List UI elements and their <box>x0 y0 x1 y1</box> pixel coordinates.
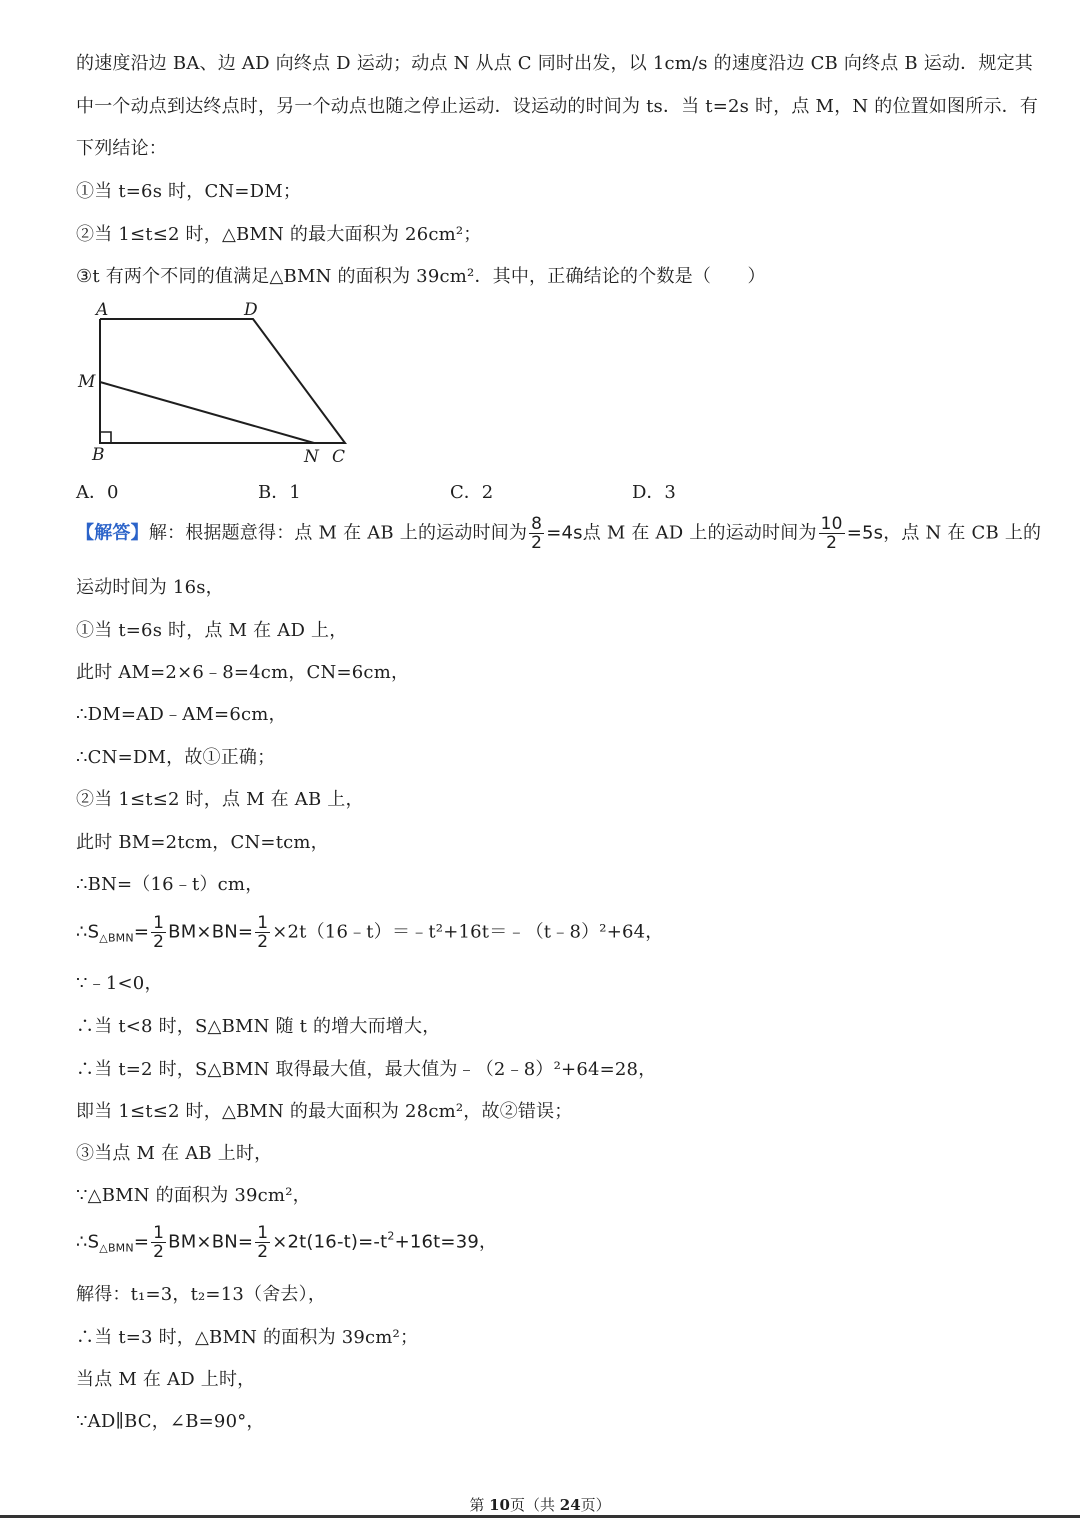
solution-tag: 【解答】 <box>76 522 149 544</box>
fraction-denominator: 2 <box>257 1242 269 1262</box>
solution-text: ×2t(16-t)=-t <box>272 1231 388 1253</box>
solution-text: =5s <box>846 522 884 544</box>
solution-line-11: ∵﹣1<0， <box>76 973 163 994</box>
solution-line-8: 此时 BM=2tcm，CN=tcm， <box>76 832 329 853</box>
label-M: M <box>78 372 96 392</box>
area-subscript: △BMN <box>99 1241 134 1255</box>
footer-text: 第 <box>469 1496 490 1514</box>
label-A: A <box>96 300 109 320</box>
solution-line-16: ∵△BMN 的面积为 39cm²， <box>76 1185 311 1206</box>
fraction-10-2 <box>819 515 845 552</box>
solution-text: =4s <box>546 522 583 544</box>
label-B: B <box>92 445 105 465</box>
equals: = <box>133 1231 150 1253</box>
fraction-denominator: 2 <box>531 533 543 553</box>
solution-line-4: 此时 AM=2×6﹣8=4cm，CN=6cm， <box>76 662 410 683</box>
bottom-divider <box>0 1515 1080 1518</box>
solution-line-21: ∵AD∥BC，∠B=90°， <box>76 1411 265 1432</box>
solution-line-14: 即当 1≤t≤2 时，△BMN 的最大面积为 28cm²，故②错误； <box>76 1101 573 1122</box>
solution-text: ×2t（16﹣t）＝﹣t²+16t＝﹣（t﹣8）²+64， <box>272 921 664 943</box>
label-N: N <box>304 447 319 467</box>
label-C: C <box>332 447 346 467</box>
option-a: A．0 <box>76 482 119 503</box>
fraction-1-2 <box>255 1224 270 1261</box>
total-page-count: 24 <box>559 1496 581 1514</box>
fraction-1-2 <box>151 914 166 951</box>
fraction-numerator: 1 <box>257 1223 269 1243</box>
solution-line-3: ①当 t=6s 时，点 M 在 AD 上， <box>76 620 348 641</box>
solution-line-19: ∴当 t=3 时，△BMN 的面积为 39cm²； <box>76 1327 419 1348</box>
problem-line-1: 的速度沿边 BA、边 AD 向终点 D 运动；动点 N 从点 C 同时出发，以 1cm/s 的速度沿边 CB 向终点 B 运动．规定其 <box>76 53 1033 74</box>
solution-line-5: ∴DM=AD﹣AM=6cm， <box>76 704 287 725</box>
option-b: B．1 <box>258 482 301 503</box>
option-d: D．3 <box>632 482 676 503</box>
fraction-denominator: 2 <box>153 932 165 952</box>
current-page-number: 10 <box>489 1496 510 1514</box>
fraction-denominator: 2 <box>257 932 269 952</box>
option-c: C．2 <box>450 482 494 503</box>
conclusion-2: ②当 1≤t≤2 时，△BMN 的最大面积为 26cm²； <box>76 224 482 245</box>
superscript: 2 <box>387 1229 395 1243</box>
fraction-numerator: 8 <box>531 514 543 534</box>
solution-text: BM×BN= <box>168 1231 254 1253</box>
right-angle-mark <box>100 432 111 443</box>
segment-MN <box>100 382 314 443</box>
trapezoid-figure <box>70 296 370 471</box>
solution-line-6: ∴CN=DM，故①正确； <box>76 747 276 768</box>
solution-line-20: 当点 M 在 AD 上时， <box>76 1369 256 1390</box>
solution-line-17 <box>76 1224 497 1261</box>
area-symbol: ∴S <box>76 1231 100 1253</box>
area-symbol: ∴S <box>76 921 100 943</box>
solution-line-1 <box>76 515 1041 552</box>
page-footer <box>0 1494 1080 1515</box>
area-subscript: △BMN <box>99 931 134 945</box>
solution-text: 解：根据题意得：点 M 在 AB 上的运动时间为 <box>148 522 528 544</box>
solution-line-15: ③当点 M 在 AB 上时， <box>76 1143 273 1164</box>
solution-line-9: ∴BN=（16﹣t）cm， <box>76 874 264 895</box>
footer-text: 页） <box>580 1496 611 1514</box>
fraction-denominator: 2 <box>153 1242 165 1262</box>
solution-line-2: 运动时间为 16s， <box>76 577 224 598</box>
conclusion-1: ①当 t=6s 时，CN=DM； <box>76 181 302 202</box>
footer-text: 页（共 <box>509 1496 560 1514</box>
solution-line-7: ②当 1≤t≤2 时，点 M 在 AB 上， <box>76 789 364 810</box>
solution-text: ，点 N 在 CB 上的 <box>883 522 1042 544</box>
fraction-1-2 <box>151 1224 166 1261</box>
fraction-1-2 <box>255 914 270 951</box>
solution-line-13: ∴当 t=2 时，S△BMN 取得最大值，最大值为﹣（2﹣8）²+64=28， <box>76 1059 657 1080</box>
solution-text: 点 M 在 AD 上的运动时间为 <box>582 522 817 544</box>
problem-line-3: 下列结论： <box>76 138 167 159</box>
label-D: D <box>244 300 258 320</box>
solution-line-12: ∴当 t<8 时，S△BMN 随 t 的增大而增大， <box>76 1016 441 1037</box>
solution-line-10 <box>76 914 664 951</box>
problem-line-2: 中一个动点到达终点时，另一个动点也随之停止运动．设运动的时间为 ts．当 t=2s 时，点 M，N 的位置如图所示．有 <box>76 96 1039 117</box>
fraction-numerator: 1 <box>153 1223 165 1243</box>
fraction-numerator: 1 <box>153 913 165 933</box>
conclusion-3: ③t 有两个不同的值满足△BMN 的面积为 39cm²．其中，正确结论的个数是（ ） <box>76 266 766 287</box>
trapezoid-outline <box>100 319 345 443</box>
fraction-numerator: 1 <box>257 913 269 933</box>
fraction-8-2 <box>529 515 544 552</box>
fraction-denominator: 2 <box>826 533 838 553</box>
solution-line-18: 解得：t₁=3，t₂=13（舍去）， <box>76 1284 327 1305</box>
fraction-numerator: 10 <box>820 514 843 534</box>
equals: = <box>133 921 150 943</box>
solution-text: +16t=39， <box>394 1231 498 1253</box>
solution-text: BM×BN= <box>168 921 254 943</box>
